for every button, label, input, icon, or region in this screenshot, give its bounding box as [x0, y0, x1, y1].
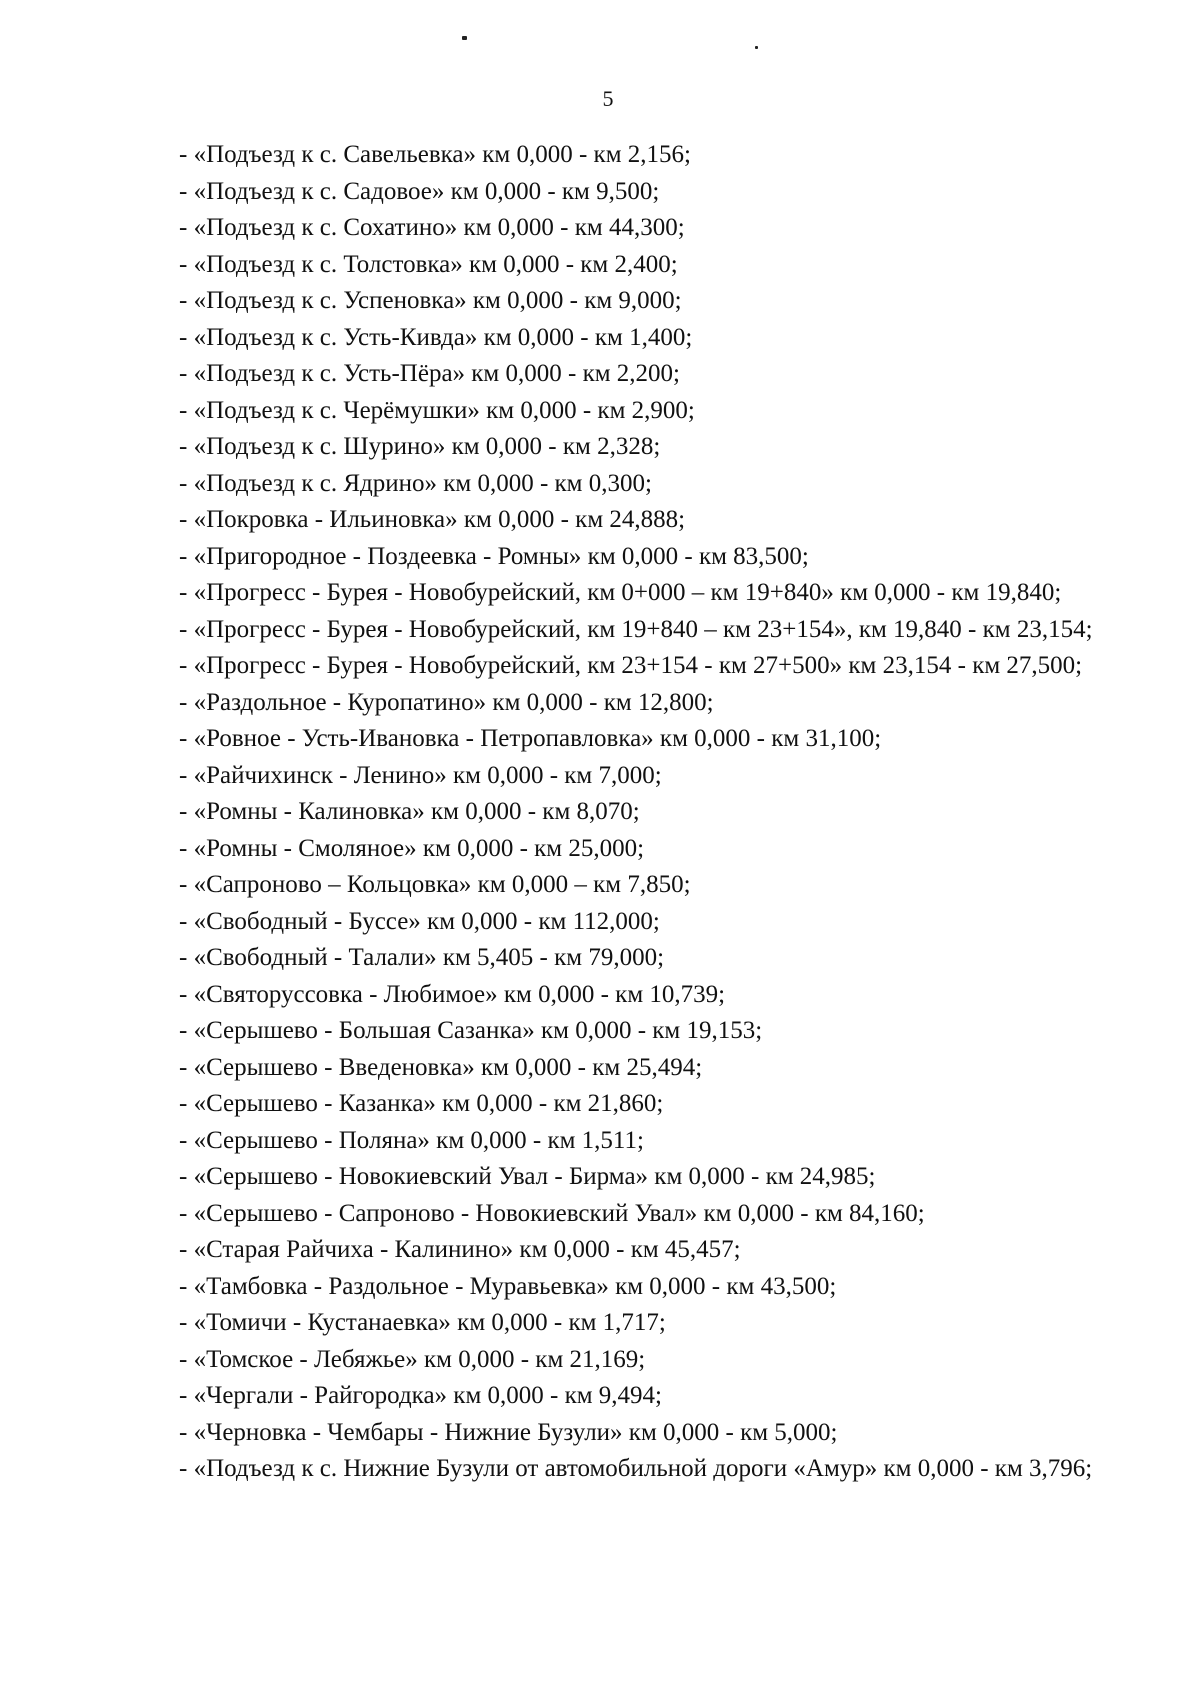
- list-item: - «Подъезд к с. Савельевка» км 0,000 - км 2,156;: [179, 141, 691, 168]
- list-item: - «Прогресс - Бурея - Новобурейский, км 0+000 – км 19+840» км 0,000 - км 19,840;: [179, 579, 1062, 606]
- list-item: - «Подъезд к с. Сохатино» км 0,000 - км 44,300;: [179, 214, 685, 241]
- list-item: - «Серышево - Большая Сазанка» км 0,000 - км 19,153;: [179, 1017, 763, 1044]
- list-item: - «Подъезд к с. Успеновка» км 0,000 - км 9,000;: [179, 287, 682, 314]
- list-item: - «Серышево - Поляна» км 0,000 - км 1,511;: [179, 1126, 644, 1154]
- road-list: [107, 137, 1113, 1488]
- list-item: - «Прогресс - Бурея - Новобурейский, км 23+154 - км 27+500» км 23,154 - км 27,500;: [179, 652, 1083, 679]
- list-item: - «Подъезд к с. Усть-Кивда» км 0,000 - км 1,400;: [179, 323, 693, 351]
- list-item: - «Райчихинск - Ленино» км 0,000 - км 7,000;: [179, 761, 662, 789]
- page-number: 5: [602, 86, 614, 111]
- list-item: - «Серышево - Новокиевский Увал - Бирма» км 0,000 - км 24,985;: [179, 1163, 876, 1190]
- list-item: - «Святоруссовка - Любимое» км 0,000 - км 10,739;: [179, 980, 726, 1008]
- list-item: - «Серышево - Казанка» км 0,000 - км 21,860;: [179, 1090, 664, 1117]
- list-item: - «Черновка - Чембары - Нижние Бузули» км 0,000 - км 5,000;: [179, 1418, 838, 1446]
- list-item: - «Свободный - Талали» км 5,405 - км 79,000;: [179, 944, 665, 971]
- scan-speck: [755, 46, 758, 49]
- list-item: - «Покровка - Ильиновка» км 0,000 - км 24,888;: [179, 506, 686, 533]
- scan-speck: [462, 36, 467, 40]
- list-item: - «Ромны - Смоляное» км 0,000 - км 25,000;: [179, 834, 645, 862]
- list-item: - «Тамбовка - Раздольное - Муравьевка» км 0,000 - км 43,500;: [179, 1272, 837, 1300]
- list-item: - «Пригородное - Поздеевка - Ромны» км 0,000 - км 83,500;: [179, 542, 809, 570]
- list-item: - «Подъезд к с. Шурино» км 0,000 - км 2,328;: [179, 433, 661, 460]
- list-item: - «Сапроново – Кольцовка» км 0,000 – км 7,850;: [179, 871, 691, 898]
- list-item: - «Подъезд к с. Черёмушки» км 0,000 - км 2,900;: [179, 396, 695, 424]
- list-item: - «Подъезд к с. Садовое» км 0,000 - км 9,500;: [179, 177, 660, 205]
- list-item: - «Старая Райчиха - Калинино» км 0,000 - км 45,457;: [179, 1236, 741, 1263]
- list-item: - «Подъезд к с. Нижние Бузули от автомобильной дороги «Амур» км 0,000 - км 3,796;: [179, 1455, 1093, 1482]
- list-item: - «Подъезд к с. Толстовка» км 0,000 - км 2,400;: [179, 250, 678, 278]
- list-item: - «Раздольное - Куропатино» км 0,000 - км 12,800;: [179, 688, 714, 716]
- list-item: - «Подъезд к с. Усть-Пёра» км 0,000 - км 2,200;: [179, 360, 680, 387]
- list-item: - «Подъезд к с. Ядрино» км 0,000 - км 0,300;: [179, 469, 652, 497]
- list-item: - «Томичи - Кустанаевка» км 0,000 - км 1,717;: [179, 1309, 666, 1336]
- list-item: - «Серышево - Введеновка» км 0,000 - км 25,494;: [179, 1053, 703, 1081]
- list-item: - «Ровное - Усть-Ивановка - Петропавловка» км 0,000 - км 31,100;: [179, 725, 882, 752]
- list-item: - «Чергали - Райгородка» км 0,000 - км 9,494;: [179, 1382, 662, 1409]
- list-item: - «Свободный - Буссе» км 0,000 - км 112,000;: [179, 907, 660, 935]
- list-item: - «Прогресс - Бурея - Новобурейский, км 19+840 – км 23+154», км 19,840 - км 23,154;: [179, 615, 1093, 643]
- list-item: - «Серышево - Сапроново - Новокиевский Увал» км 0,000 - км 84,160;: [179, 1199, 925, 1227]
- list-item: - «Ромны - Калиновка» км 0,000 - км 8,070;: [179, 798, 640, 825]
- list-item: - «Томское - Лебяжье» км 0,000 - км 21,169;: [179, 1345, 646, 1373]
